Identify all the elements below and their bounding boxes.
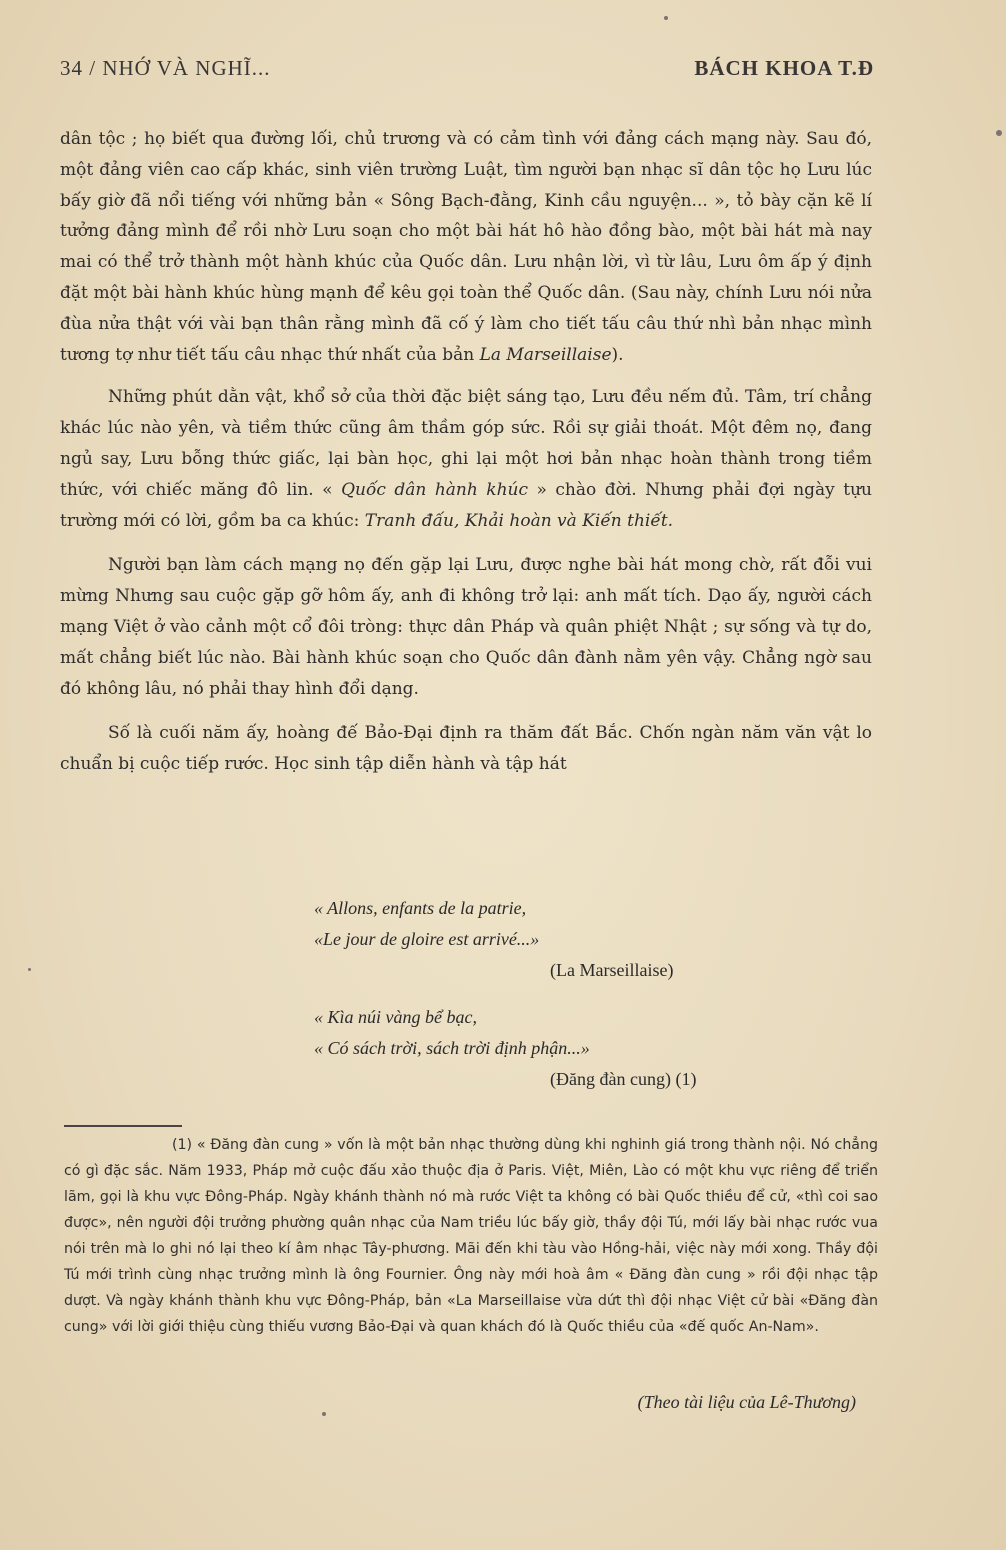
running-header <box>60 56 874 90</box>
paper-speck <box>28 968 31 971</box>
italic-title: Quốc dân hành khúc <box>341 479 529 500</box>
quote-marseillaise <box>314 893 673 986</box>
header-page-title: 34 / NHỚ VÀ NGHĨ... <box>60 56 271 80</box>
quote-line: «Le jour de gloire est arrivé...» <box>314 929 540 949</box>
paragraph-1: dân tộc ; họ biết qua đường lối, chủ trương và có cảm tình với đảng cách mạng này. Sau đó, một đảng viên cao cấp khác, sinh viên trường Luật, tìm người bạn nhạc sĩ dân tộc họ Lưu lúc bấy giờ đã nổi tiếng với những bản « Sông Bạch-đằng, Kinh cầu nguyện... », tỏ bày cặn kẽ lí tưởng đảng mình để rồi nhờ Lưu soạn cho một bài hát hô hào đồng bào, một bài hát mà nay mai có thể trở thành một hành khúc của Quốc dân. Lưu nhận lời, vì từ lâu, Lưu ôm ấp ý định đặt một bài hành khúc hùng mạnh để kêu gọi toàn thể Quốc dân. (Sau này, chính Lưu nói nửa đùa nửa thật với vài bạn thân rằng mình đã cố ý làm cho tiết tấu câu thứ nhì bản nhạc mình tương tợ như tiết tấu câu nhạc thứ nhất của bản La Marseillaise). <box>60 129 872 365</box>
quote-dang-dan-cung <box>314 1002 696 1095</box>
quote-line: « Kìa núi vàng bể bạc, <box>314 1007 477 1027</box>
paragraph-2: Những phút dằn vật, khổ sở của thời đặc biệt sáng tạo, Lưu đều nếm đủ. Tâm, trí chẳng khác lúc nào yên, và tiềm thức cũng âm thầm góp sức. Rồi sự giải thoát. Một đêm nọ, đang ngủ say, Lưu bỗng thức giấc, lại bàn học, ghi lại một hơi bản nhạc hoàn thành trong tiềm thức, với chiếc măng đô lin. « Quốc dân hành khúc » chào đời. Nhưng phải đợi ngày tựu trường mới có lời, gồm ba ca khúc: Tranh đấu, Khải hoàn và Kiến thiết. <box>60 387 873 531</box>
footnote-divider <box>64 1125 182 1127</box>
italic-titles: Tranh đấu, Khải hoàn và Kiến thiết. <box>364 510 674 531</box>
quote-source: (Đăng đàn cung) (1) <box>550 1069 697 1089</box>
paper-speck <box>664 16 668 20</box>
footnote-text: (1) « Đăng đàn cung » vốn là một bản nhạc thường dùng khi nghinh giá trong thành nội. Nó chẳng có gì đặc sắc. Năm 1933, Pháp mở cuộc đấu xảo thuộc địa ở Paris. Việt, Miên, Lào có một khu vực riêng để triển lãm, gọi là khu vực Đông-Pháp. Ngày khánh thành nó mà rước Việt ta không có bài Quốc thiều để cử, «thì coi sao được», nên người đội trưởng phường quân nhạc của Nam triều lúc bấy giờ, thầy đội Tú, mới lấy bài nhạc rước vua nói trên mà lo ghi nó lại theo kí âm nhạc Tây-phương. Mãi đến khi tàu vào Hồng-hải, việc này mới xong. Thầy đội Tú mới trình cùng nhạc trưởng mình là ông Fournier. Ông này mới hoà âm « Đăng đàn cung » rồi đội nhạc tập dượt. Và ngày khánh thành khu vực Đông-Pháp, bản «La Marseillaise vừa dứt thì đội nhạc Việt cử bài «Đăng đàn cung» với lời giới thiệu cùng thiếu vương Bảo-Đại và quan khách đó là Quốc thiều của «đế quốc An-Nam». <box>64 1137 878 1335</box>
quote-source: (La Marseillaise) <box>550 960 674 980</box>
footnote-source: (Theo tài liệu của Lê-Thương) <box>637 1392 856 1412</box>
italic-title: La Marseillaise <box>479 344 612 365</box>
paragraph-4: Số là cuối năm ấy, hoàng đế Bảo-Đại định ra thăm đất Bắc. Chốn ngàn năm văn vật lo chuẩn bị cuộc tiếp rước. Học sinh tập diễn hành và tập hát <box>60 723 872 775</box>
quote-line: « Allons, enfants de la patrie, <box>314 898 527 918</box>
paper-speck <box>996 130 1002 136</box>
paragraph-3: Người bạn làm cách mạng nọ đến gặp lại Lưu, được nghe bài hát mong chờ, rất đỗi vui mừng Nhưng sau cuộc gặp gỡ hôm ấy, anh đi không trở lại: anh mất tích. Dạo ấy, người cách mạng Việt ở vào cảnh một cổ đôi tròng: thực dân Pháp và quân phiệt Nhật ; sự sống và tự do, mất chẳng biết lúc nào. Bài hành khúc soạn cho Quốc dân đành nằm yên vậy. Chẳng ngờ sau đó không lâu, nó phải thay hình đổi dạng. <box>60 555 872 699</box>
header-publication: BÁCH KHOA T.Đ <box>694 56 874 80</box>
paper-speck <box>322 1412 326 1416</box>
main-text <box>60 124 872 780</box>
quote-line: « Có sách trời, sách trời định phận...» <box>314 1038 590 1058</box>
footnote <box>64 1132 878 1340</box>
